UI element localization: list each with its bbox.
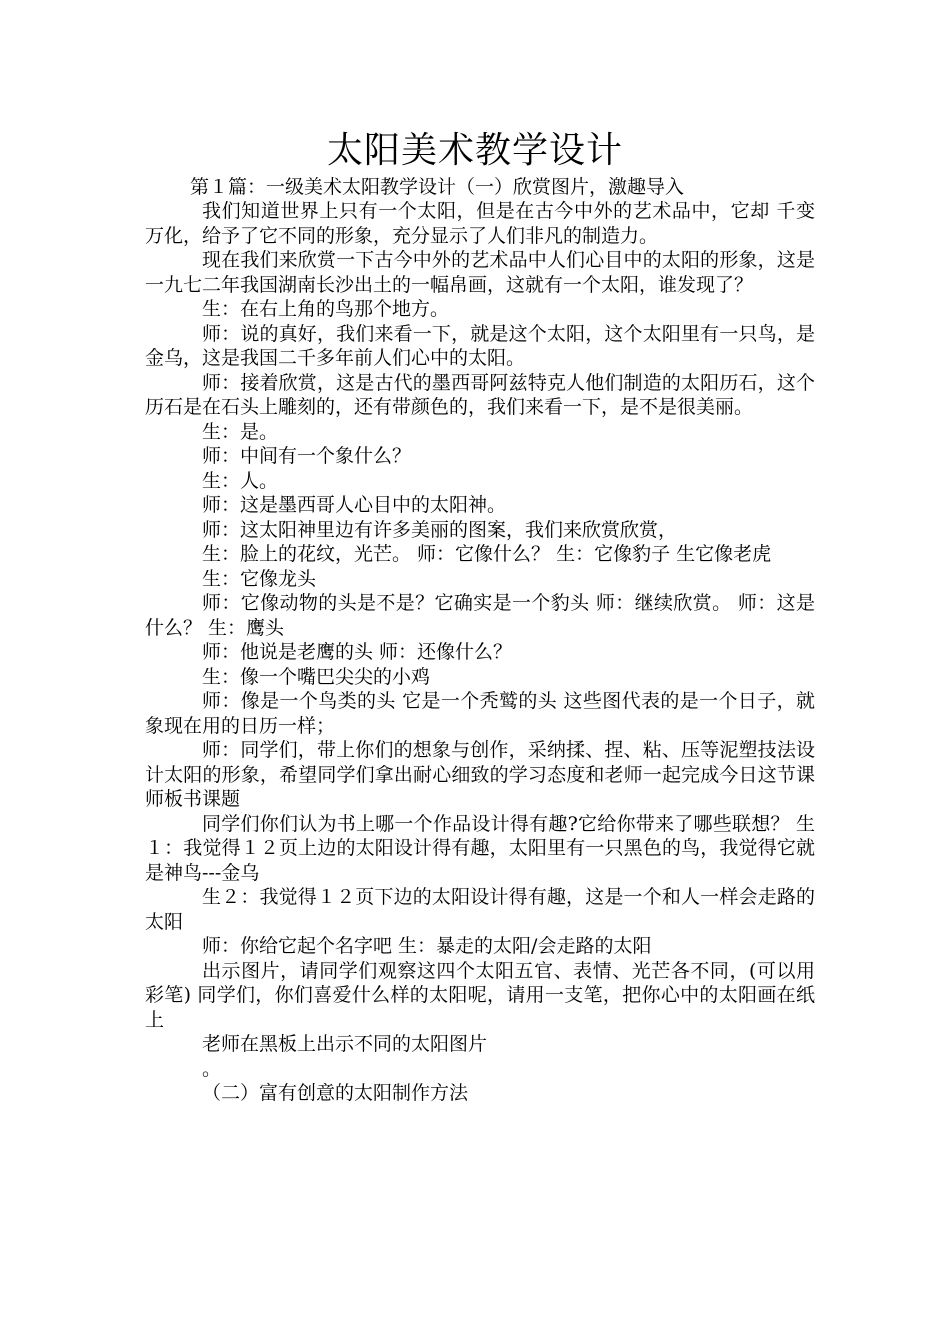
paragraph: 同学们你们认为书上哪一个作品设计得有趣?它给你带来了哪些联想？ 生１：我觉得１２页上边的太阳设计得有趣，太阳里有一只黑色的鸟，我觉得它就是神鸟---金乌 xyxy=(145,812,815,884)
document-title: 太阳美术教学设计 xyxy=(326,130,623,171)
paragraph: 师：这是墨西哥人心目中的太阳神。 xyxy=(202,494,507,516)
paragraph: 老师在黑板上出示不同的太阳图片 xyxy=(202,1033,488,1055)
paragraph: 师：说的真好，我们来看一下，就是这个太阳，这个太阳里有一只鸟，是金乌，这是我国二千多年前人们心中的太阳。 xyxy=(145,322,815,369)
document-subtitle: 第１篇：一级美术太阳教学设计（一）欣赏图片，激趣导入 xyxy=(190,176,685,198)
paragraph: 生：它像龙头 xyxy=(202,567,317,590)
paragraph: 生２：我觉得１２页下边的太阳设计得有趣，这是一个和人一样会走路的太阳 xyxy=(145,886,815,933)
paragraph: 生：像一个嘴巴尖尖的小鸡 xyxy=(202,665,431,688)
paragraph: 生：人。 xyxy=(202,469,279,492)
paragraph: 师：像是一个鸟类的头 它是一个秃鹫的头 这些图代表的是一个日子，就象现在用的日历一样； xyxy=(145,690,815,737)
paragraph: 师：它像动物的头是不是？它确实是一个豹头 师：继续欣赏。 师：这是什么？ 生：鹰头 xyxy=(145,592,815,639)
paragraph: 师：接着欣赏，这是古代的墨西哥阿兹特克人他们制造的太阳历石，这个历石是在石头上雕刻的，还有带颜色的，我们来看一下，是不是很美丽。 xyxy=(145,371,815,418)
paragraph: 生：在右上角的鸟那个地方。 xyxy=(202,298,450,320)
paragraph: 师：你给它起个名字吧 生：暴走的太阳/会走路的太阳 xyxy=(202,935,652,957)
document-body xyxy=(145,199,815,1106)
section-heading: （二）富有创意的太阳制作方法 xyxy=(202,1082,469,1104)
paragraph: 。 xyxy=(202,1057,222,1080)
paragraph: 生：是。 xyxy=(202,420,279,443)
paragraph: 师：他说是老鹰的头 师：还像什么？ xyxy=(202,641,513,663)
paragraph: 生：脸上的花纹，光芒。 师：它像什么？ 生：它像豹子 生它像老虎 xyxy=(202,543,772,565)
paragraph: 师：这太阳神里边有许多美丽的图案，我们来欣赏欣赏， xyxy=(202,518,678,541)
paragraph: 出示图片，请同学们观察这四个太阳五官、表情、光芒各不同，(可以用彩笔) 同学们，你们喜爱什么样的太阳呢，请用一支笔，把你心中的太阳画在纸上 xyxy=(145,959,815,1031)
paragraph: 师：同学们，带上你们的想象与创作，采纳揉、捏、粘、压等泥塑技法设计太阳的形象，希望同学们拿出耐心细致的学习态度和老师一起完成今日这节课 师板书课题 xyxy=(145,739,815,810)
paragraph: 现在我们来欣赏一下古今中外的艺术品中人们心目中的太阳的形象，这是一九七二年我国湖南长沙出土的一幅帛画，这就有一个太阳，谁发现了？ xyxy=(145,249,815,296)
paragraph: 我们知道世界上只有一个太阳，但是在古今中外的艺术品中，它却 千变万化，给予了它不同的形象，充分显示了人们非凡的制造力。 xyxy=(145,200,815,247)
paragraph: 师：中间有一个象什么？ xyxy=(202,445,412,467)
